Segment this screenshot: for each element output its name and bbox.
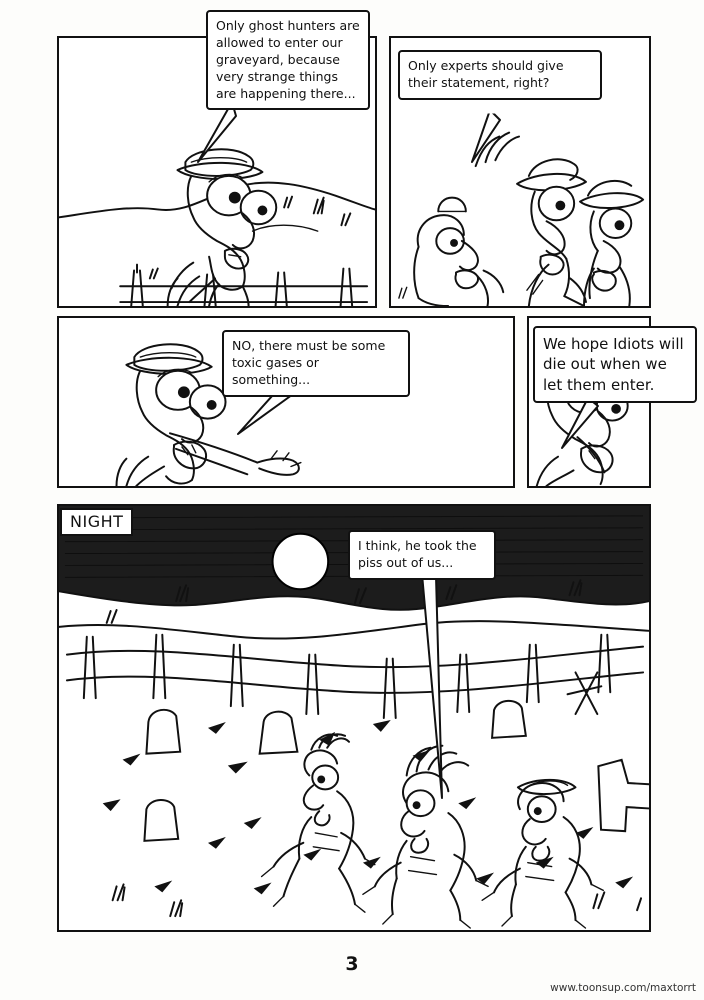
balloon-4 xyxy=(533,326,697,403)
balloon-1-text: Only ghost hunters are allowed to enter our graveyard, because very strange things are happening there... xyxy=(216,18,360,101)
balloon-3 xyxy=(222,330,410,397)
page-number-text: 3 xyxy=(345,953,359,975)
balloon-4-tail xyxy=(548,396,610,456)
balloon-1-tail xyxy=(190,100,270,170)
balloon-2 xyxy=(398,50,602,100)
balloon-2-tail xyxy=(460,108,530,168)
balloon-5-text: I think, he took the piss out of us... xyxy=(358,538,477,570)
balloon-1 xyxy=(206,10,370,110)
balloon-4-text: We hope Idiots will die out when we let them enter. xyxy=(543,335,684,394)
balloon-2-text: Only experts should give their statement, right? xyxy=(408,58,564,90)
caption-night xyxy=(60,508,133,536)
balloon-3-text: NO, there must be some toxic gases or something... xyxy=(232,338,386,387)
balloon-5 xyxy=(348,530,496,580)
site-credit xyxy=(550,982,696,994)
site-credit-text: www.toonsup.com/maxtorrt xyxy=(550,982,696,994)
balloon-5-tail xyxy=(356,570,466,810)
caption-night-text: NIGHT xyxy=(70,512,124,531)
page-number xyxy=(0,953,704,975)
